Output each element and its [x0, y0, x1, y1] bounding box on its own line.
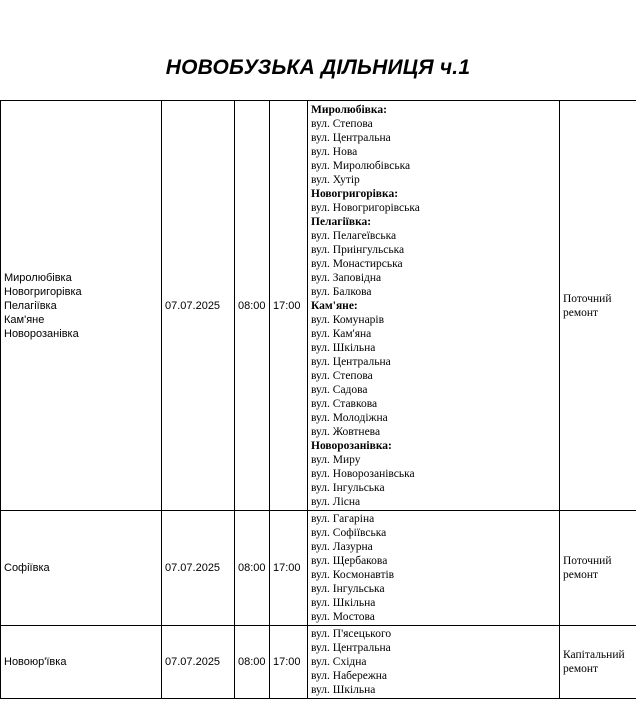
street-item: вул. Жовтнева: [311, 425, 381, 438]
street-item: вул. Хутір: [311, 173, 360, 186]
start-time-cell: 08:00: [235, 101, 270, 511]
street-item: вул. Комунарів: [311, 313, 385, 326]
street-item: вул. Інгульська: [311, 481, 385, 494]
street-item: вул. Новорозанівська: [311, 467, 415, 480]
end-time-cell: 17:00: [270, 101, 308, 511]
work-type-cell: Поточний ремонт: [560, 101, 636, 511]
street-item: вул. Пелагеївська: [311, 229, 397, 242]
settlements-cell: [1, 626, 162, 699]
street-item: вул. Центральна: [311, 642, 391, 654]
street-item: вул. Софіївська: [311, 527, 387, 539]
date-cell: 07.07.2025: [162, 626, 235, 699]
settlement-name: Пелагіївка: [4, 299, 57, 312]
end-time-cell: 17:00: [270, 511, 308, 626]
street-item: вул. Заповідна: [311, 271, 382, 284]
street-item: вул. Гагаріна: [311, 513, 375, 525]
street-item: вул. Щербакова: [311, 555, 388, 567]
street-item: вул. Балкова: [311, 285, 372, 298]
settlement-name: Новорозанівка: [4, 327, 79, 340]
settlement-name: Софіївка: [4, 562, 50, 574]
street-item: вул. Миролюбівська: [311, 159, 411, 172]
table-row: [1, 101, 636, 511]
street-item: вул. Ставкова: [311, 397, 378, 410]
street-item: вул. Східна: [311, 656, 367, 668]
street-item: вул. Монастирська: [311, 257, 403, 270]
end-time-cell: 17:00: [270, 626, 308, 699]
street-item: вул. Приінгульська: [311, 243, 405, 256]
settlement-name: Миролюбівка: [4, 271, 72, 284]
street-item: вул. Новогригорівська: [311, 201, 420, 214]
streets-cell: [308, 626, 560, 699]
village-heading: Новогригорівка:: [311, 187, 399, 200]
settlement-name: Новоюр'ївка: [4, 656, 67, 668]
start-time-cell: 08:00: [235, 511, 270, 626]
street-item: вул. Інгульська: [311, 583, 385, 595]
start-time-cell: 08:00: [235, 626, 270, 699]
outage-schedule-table: [0, 100, 636, 699]
streets-cell: [308, 101, 560, 511]
street-item: вул. Кам'яна: [311, 327, 372, 340]
street-item: вул. Набережна: [311, 670, 388, 682]
street-item: вул. Центральна: [311, 131, 391, 144]
street-item: вул. Лісна: [311, 495, 361, 508]
work-type-cell: Поточний ремонт: [560, 511, 636, 626]
page-title: НОВОБУЗЬКА ДІЛЬНИЦЯ ч.1: [165, 56, 471, 79]
streets-cell: [308, 511, 560, 626]
village-heading: Пелагіївка:: [311, 215, 372, 228]
street-item: вул. Лазурна: [311, 541, 373, 553]
street-item: вул. Шкільна: [311, 341, 376, 354]
village-heading: Новорозанівка:: [311, 439, 392, 452]
street-item: вул. Миру: [311, 453, 361, 466]
street-item: вул. П'ясецького: [311, 628, 392, 640]
street-item: вул. Мостова: [311, 611, 375, 623]
settlements-cell: [1, 101, 162, 511]
street-item: вул. Садова: [311, 383, 368, 396]
village-heading: Кам'яне:: [311, 299, 358, 312]
date-cell: 07.07.2025: [162, 511, 235, 626]
street-item: вул. Степова: [311, 369, 373, 382]
street-item: вул. Нова: [311, 145, 358, 158]
street-item: вул. Молодіжна: [311, 411, 388, 424]
village-heading: Миролюбівка:: [311, 103, 387, 116]
table-row: [1, 626, 636, 699]
street-item: вул. Космонавтів: [311, 569, 395, 581]
work-type-cell: Капітальний ремонт: [560, 626, 636, 699]
date-cell: 07.07.2025: [162, 101, 235, 511]
settlement-name: Кам'яне: [4, 313, 45, 326]
settlement-name: Новогригорівка: [4, 285, 82, 298]
table-row: [1, 511, 636, 626]
street-item: вул. Шкільна: [311, 684, 376, 696]
settlements-cell: [1, 511, 162, 626]
street-item: вул. Степова: [311, 117, 373, 130]
street-item: вул. Шкільна: [311, 597, 376, 609]
street-item: вул. Центральна: [311, 355, 391, 368]
